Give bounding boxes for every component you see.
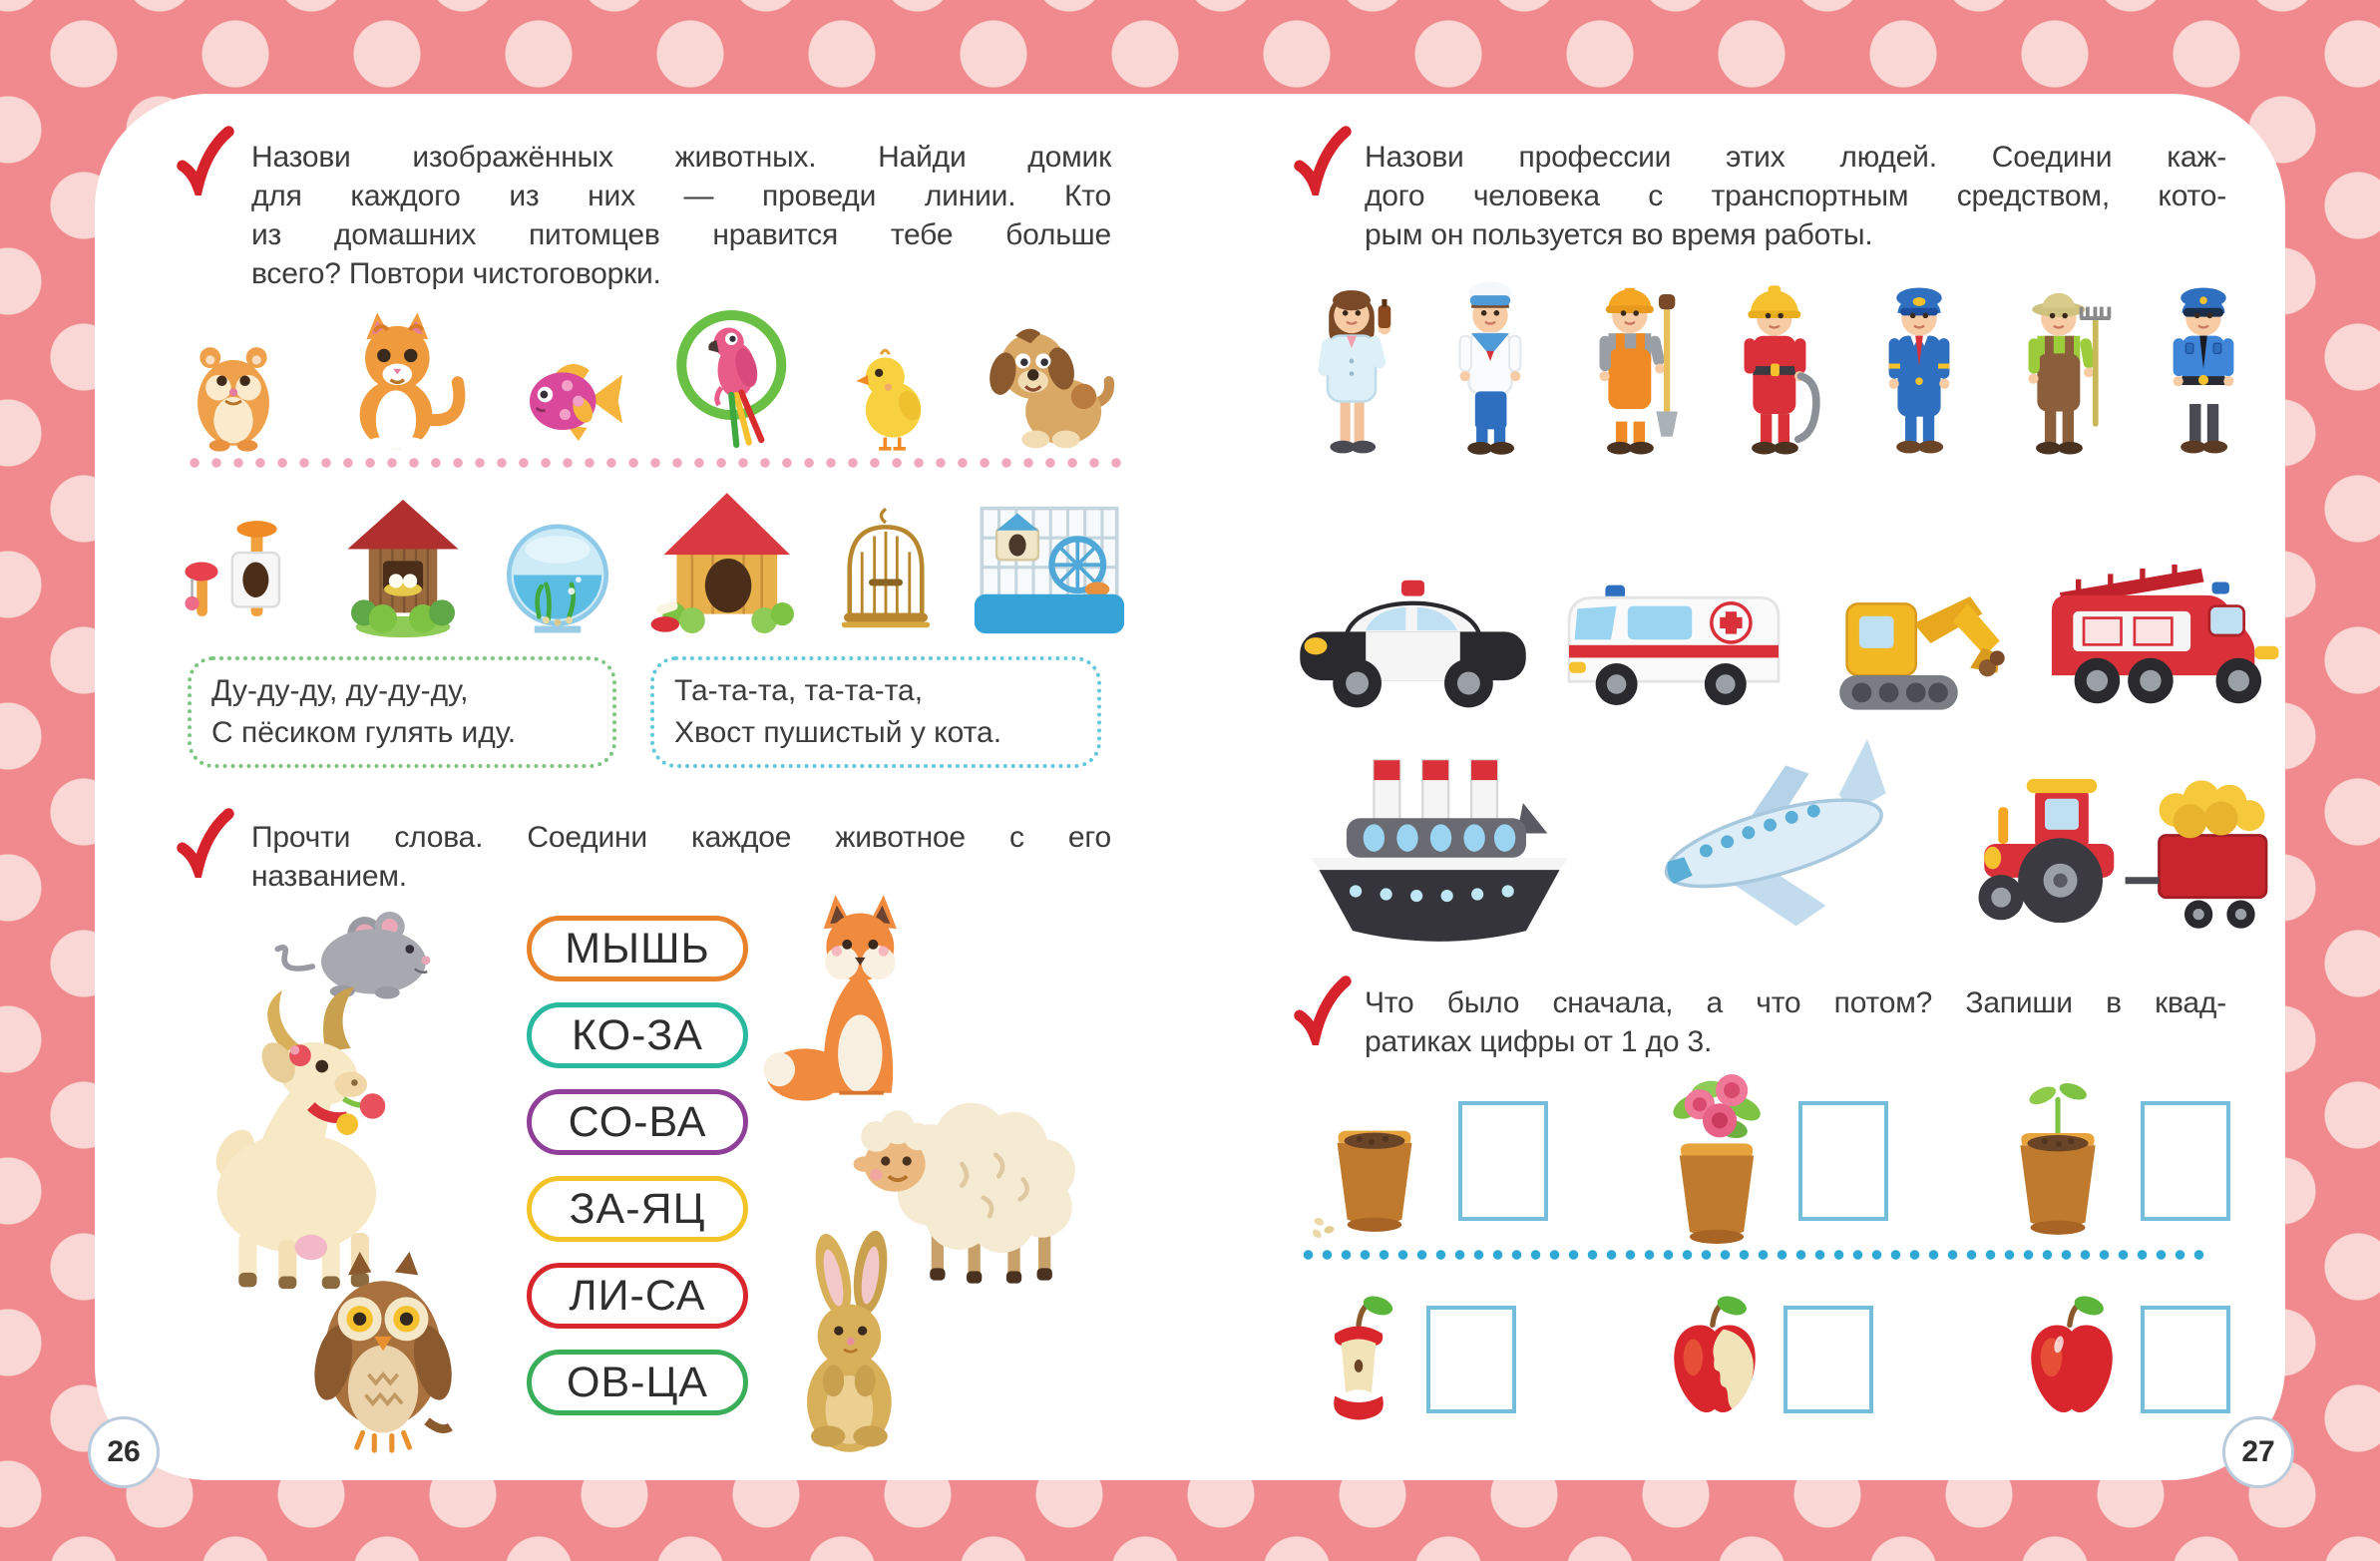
ambulance-icon[interactable] (1554, 559, 1793, 726)
farmer-icon[interactable] (2002, 269, 2122, 477)
task-check-icon (176, 126, 235, 195)
rhyme-line: Ду-ду-ду, ду-ду-ду, (211, 674, 469, 707)
apple-bitten-icon[interactable] (1660, 1293, 1770, 1427)
right-task1-text: Назови профессии этих людей. Соедини каж- дого человека с транспортным средством, кото- рым он пользуется во время работы. (1365, 141, 2226, 251)
pets-row (176, 297, 1129, 455)
doctor-icon[interactable] (1295, 269, 1408, 477)
word-pills-column (527, 916, 748, 1436)
sailor-icon[interactable] (1433, 269, 1547, 477)
pot-with-sprout-icon[interactable] (1989, 1077, 2127, 1245)
word-pill-koza[interactable]: КО-ЗА (527, 1002, 748, 1068)
page-number-right (2222, 1416, 2294, 1488)
sequence-item (1305, 1293, 1516, 1427)
cat-icon[interactable] (326, 307, 474, 455)
dog-icon[interactable] (978, 315, 1129, 455)
excavator-icon[interactable] (1812, 572, 2022, 726)
goat-icon[interactable] (184, 979, 475, 1291)
pink-dotted-divider (184, 457, 1129, 469)
answer-box[interactable] (1458, 1101, 1548, 1221)
rhyme-box-dog (188, 656, 616, 768)
sequence-item (1989, 1077, 2230, 1245)
word-pill-zayac[interactable]: ЗА-ЯЦ (527, 1176, 748, 1242)
vehicles-row-2 (1295, 740, 2287, 955)
pot-with-flowers-icon[interactable] (1649, 1068, 1785, 1254)
task-check-icon (1293, 126, 1353, 195)
rhyme-line: Хвост пушистый у кота. (674, 716, 1002, 749)
page-number-text: 26 (107, 1435, 141, 1468)
tractor-with-hay-cart-icon[interactable] (1966, 745, 2287, 950)
aquarium-icon[interactable] (500, 515, 615, 642)
owl-icon[interactable] (297, 1249, 475, 1453)
sequence-item (2017, 1293, 2230, 1427)
answer-box[interactable] (1798, 1101, 1888, 1221)
parrot-in-ring-icon[interactable] (666, 305, 804, 455)
fire-truck-icon[interactable] (2041, 553, 2288, 726)
sequence-item (1649, 1068, 1888, 1254)
blue-dotted-divider (1299, 1249, 2204, 1261)
left-task1-text: Назови изображённых животных. Найди домик для каждого из них — проведи линии. Кто из домашних питомцев нравится тебе больше всего? Повтори чистоговорки. (251, 141, 1111, 290)
rabbit-icon[interactable] (770, 1225, 942, 1456)
firefighter-icon[interactable] (1718, 269, 1837, 477)
pot-with-seeds-icon[interactable] (1305, 1080, 1444, 1242)
right-task2-text: Что было сначала, а что потом? Запиши в квад- ратиках цифры от 1 до 3. (1365, 986, 2226, 1058)
word-pill-lisa[interactable]: ЛИ-СА (527, 1263, 748, 1329)
vehicles-row-1 (1291, 549, 2288, 726)
professions-row (1295, 265, 2260, 477)
policeman-icon[interactable] (2147, 269, 2260, 477)
apples-sequence-row (1305, 1285, 2230, 1434)
left-task2-text: Прочти слова. Соедини каждое животное с его названием. (251, 821, 1111, 893)
rhyme-line: Та-та-та, та-та-та, (674, 674, 924, 707)
airplane-icon[interactable] (1613, 740, 1937, 955)
sequence-item (1660, 1293, 1873, 1427)
pots-sequence-row (1305, 1075, 2230, 1247)
answer-box[interactable] (1784, 1306, 1873, 1413)
ship-icon[interactable] (1295, 745, 1584, 951)
apple-whole-icon[interactable] (2017, 1293, 2127, 1427)
homes-row (176, 481, 1129, 642)
sequence-item (1305, 1080, 1548, 1242)
answer-box[interactable] (1426, 1306, 1516, 1413)
word-pill-sova[interactable]: СО-ВА (527, 1089, 748, 1155)
chick-icon[interactable] (840, 342, 943, 455)
task-check-icon (1293, 976, 1353, 1045)
bird-cage-icon[interactable] (835, 507, 937, 642)
task-check-icon (176, 808, 235, 878)
answer-box[interactable] (2141, 1306, 2230, 1413)
rhyme-line: С пёсиком гулять иду. (211, 716, 517, 749)
builder-icon[interactable] (1573, 269, 1693, 477)
word-p-mysh[interactable]: МЫШЬ (527, 916, 748, 981)
dog-house-icon[interactable] (648, 488, 803, 642)
fish-icon[interactable] (510, 343, 631, 455)
page-number-left (88, 1416, 160, 1488)
rhyme-box-cat (650, 656, 1101, 768)
police-car-icon[interactable] (1291, 555, 1535, 726)
hamster-cage-icon[interactable] (970, 501, 1129, 642)
page-number-text: 27 (2241, 1435, 2275, 1468)
hen-coop-icon[interactable] (338, 495, 468, 642)
answer-box[interactable] (2141, 1101, 2230, 1221)
hamster-icon[interactable] (176, 339, 291, 455)
word-pill-ovca[interactable]: ОВ-ЦА (527, 1350, 748, 1415)
apple-core-icon[interactable] (1305, 1293, 1412, 1427)
cat-tree-icon[interactable] (176, 501, 305, 642)
pilot-icon[interactable] (1862, 269, 1976, 477)
